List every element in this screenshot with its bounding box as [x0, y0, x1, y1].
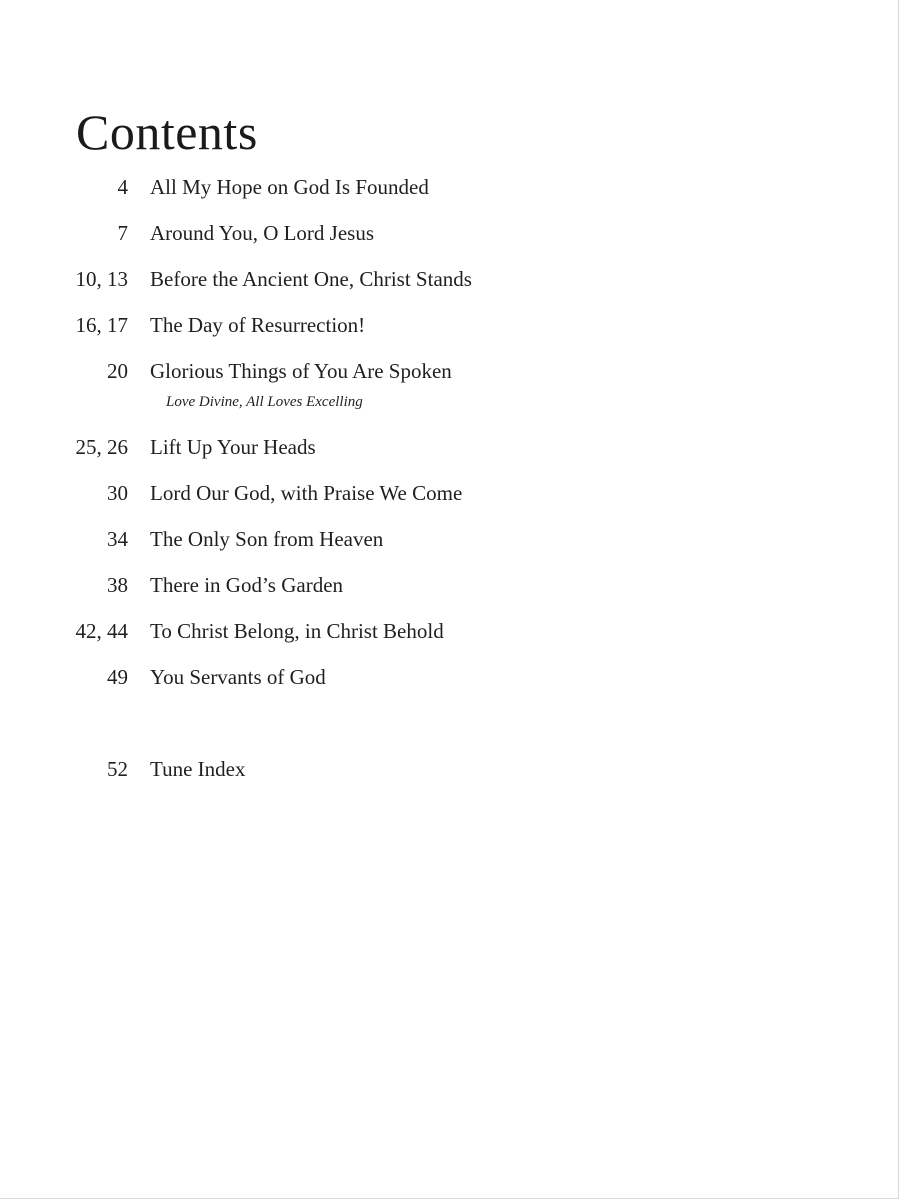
toc-entry: [0, 218, 700, 248]
toc-page-number: 16, 17: [75, 313, 128, 337]
toc-page-number: 38: [107, 573, 128, 597]
toc-entry-tune-index: [0, 754, 700, 784]
toc-entry-subtitle: Love Divine, All Loves Excelling: [166, 394, 363, 410]
toc-entry-title: The Only Son from Heaven: [150, 527, 384, 551]
toc-entry: [0, 356, 700, 386]
toc-entry: [0, 172, 700, 202]
toc-entry: [0, 478, 700, 508]
toc-entry: [0, 310, 700, 340]
toc-page-number: 30: [107, 481, 128, 505]
toc-entry-title: Lift Up Your Heads: [150, 435, 316, 459]
toc-entry: [0, 432, 700, 462]
toc-entry-title: You Servants of God: [150, 665, 326, 689]
toc-page-number: 10, 13: [75, 267, 128, 291]
toc-entry-title: Before the Ancient One, Christ Stands: [150, 267, 472, 291]
toc-page-number: 25, 26: [75, 435, 128, 459]
toc-page-number: 52: [107, 757, 128, 781]
toc-entry: [0, 264, 700, 294]
toc-entry-title: Tune Index: [150, 757, 246, 781]
toc-entry-title: Glorious Things of You Are Spoken: [150, 359, 452, 383]
toc-page-number: 20: [107, 359, 128, 383]
toc-entry: [0, 524, 700, 554]
toc-entry: [0, 616, 700, 646]
toc-entry: [0, 662, 700, 692]
toc-entry-title: The Day of Resurrection!: [150, 313, 366, 337]
toc-entry-title: To Christ Belong, in Christ Behold: [150, 619, 444, 643]
toc-entry: [0, 570, 700, 600]
page-title: Contents: [76, 104, 258, 160]
toc-entry-title: There in God’s Garden: [150, 573, 344, 597]
toc-entry-title: Lord Our God, with Praise We Come: [150, 481, 463, 505]
toc-entry-title: All My Hope on God Is Founded: [150, 175, 429, 199]
toc-page-number: 42, 44: [75, 619, 128, 643]
toc-page-number: 34: [107, 527, 128, 551]
toc-page-number: 4: [117, 175, 128, 199]
toc-entry-title: Around You, O Lord Jesus: [150, 221, 375, 245]
toc-page-number: 7: [117, 221, 128, 245]
toc-page-number: 49: [107, 665, 128, 689]
